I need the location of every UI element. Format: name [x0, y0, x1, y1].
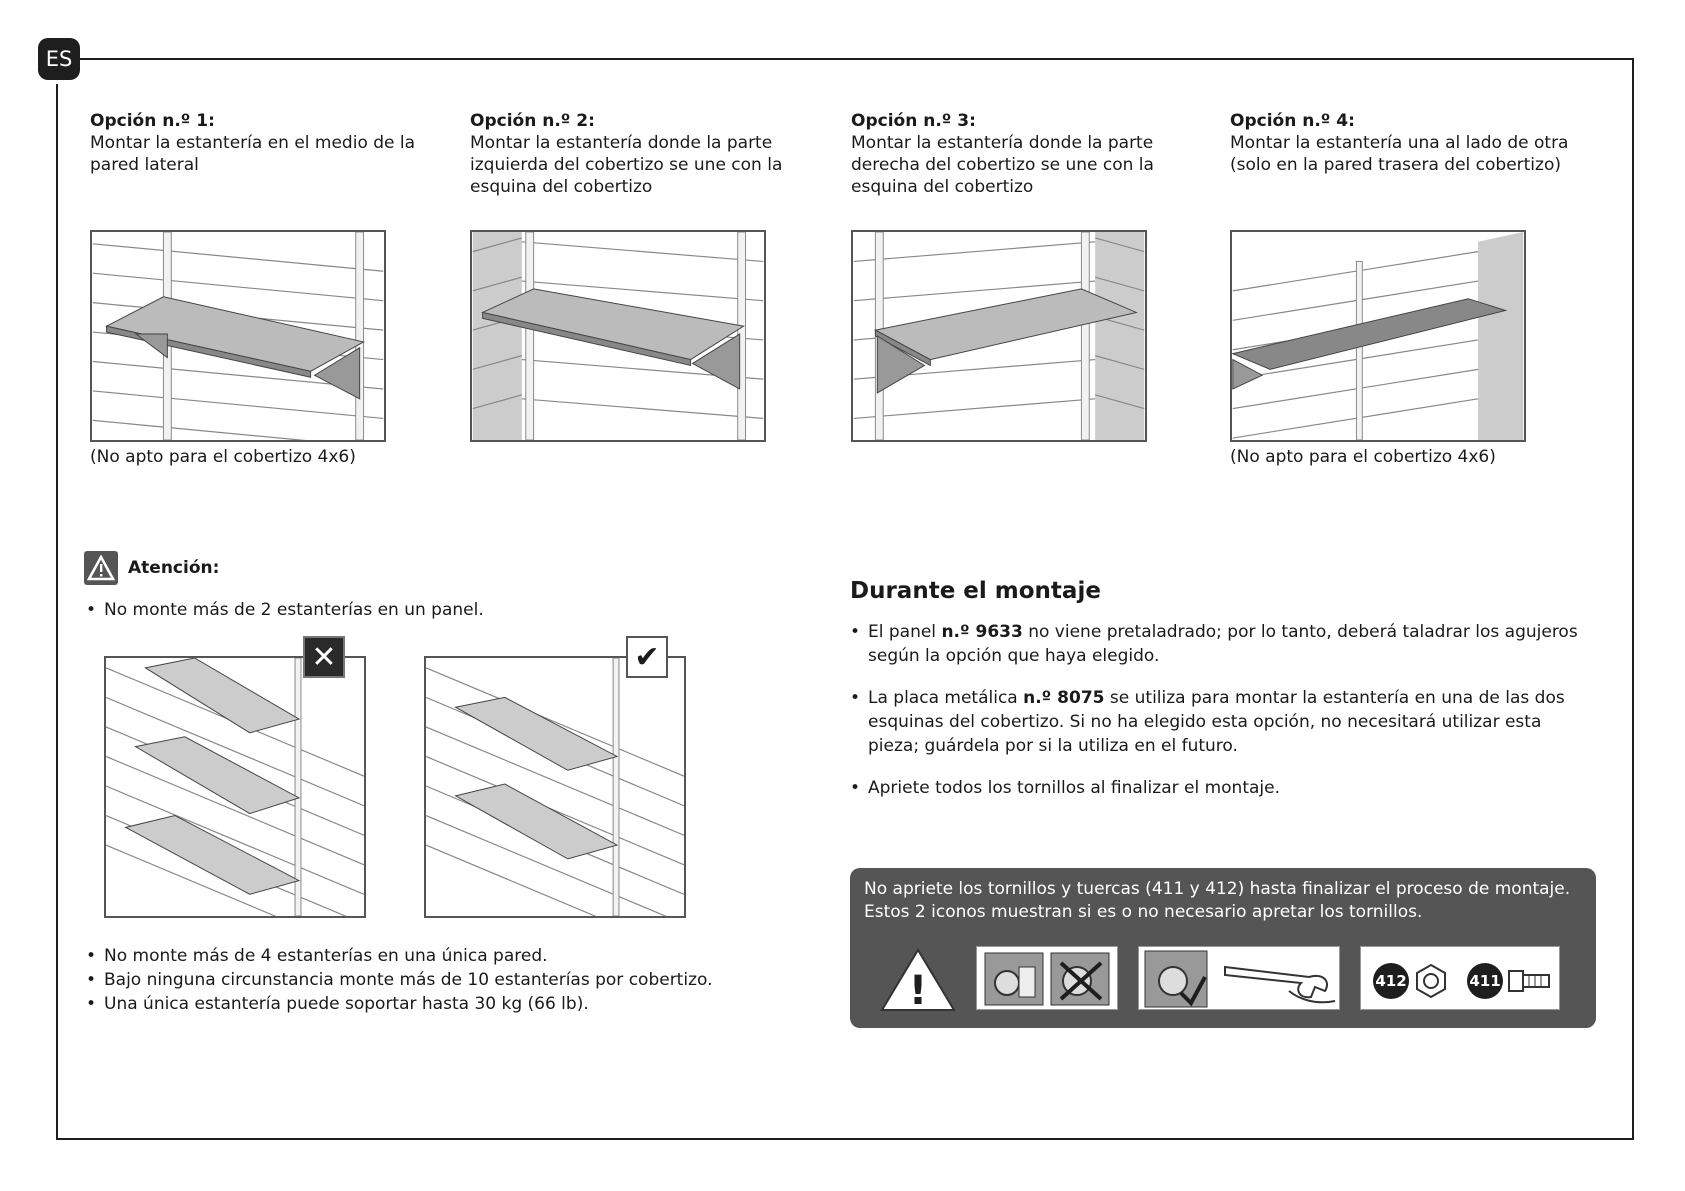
option-4-illustration [1230, 230, 1526, 442]
list-item: • Apriete todos los tornillos al finalizar el montaje. [848, 776, 1588, 800]
shelves-side-by-side-illustration [1232, 232, 1524, 440]
list-item: • Bajo ninguna circunstancia monte más de 10 estanterías por cobertizo. [84, 968, 713, 992]
part-412-badge: 412 [1373, 963, 1409, 999]
two-shelves-one-panel-illustration [426, 658, 684, 916]
wrong-mark-icon: ✕ [303, 636, 345, 678]
wrong-example-illustration [104, 656, 366, 918]
three-shelves-one-panel-illustration [106, 658, 364, 916]
shelf-left-corner-illustration [472, 232, 764, 440]
bolt-icon [1507, 961, 1551, 1001]
option-title: Opción n.º 3: [851, 111, 976, 131]
loose-fastener-icons [976, 946, 1118, 1010]
option-3 [851, 110, 1191, 198]
during-assembly-title: Durante el montaje [850, 578, 1101, 604]
during-assembly-list [848, 620, 1588, 818]
option-title: Opción n.º 4: [1230, 111, 1355, 131]
list-item: • El panel n.º 9633 no viene pretaladrado; por lo tanto, deberá taladrar los agujeros según la opción que haya elegido. [848, 620, 1588, 668]
warning-triangle-icon [84, 551, 118, 585]
option-caption: (No apto para el cobertizo 4x6) [90, 447, 356, 467]
list-item: • No monte más de 2 estanterías en un panel. [84, 598, 484, 622]
option-desc: Montar la estantería donde la parte derecha del cobertizo se une con la esquina del cobertizo [851, 133, 1154, 197]
shelf-wall-middle-illustration [92, 232, 384, 440]
correct-example-illustration [424, 656, 686, 918]
option-3-illustration [851, 230, 1147, 442]
nut-icon [1413, 963, 1449, 999]
option-title: Opción n.º 1: [90, 111, 215, 131]
note-icons [864, 944, 1584, 1010]
fastener-part-badges [1360, 946, 1560, 1010]
tightening-note-box [850, 868, 1596, 1028]
warning-triangle-icon [880, 948, 956, 1012]
option-1 [90, 110, 430, 467]
note-text: No apriete los tornillos y tuercas (411 y 412) hasta finalizar el proceso de montaje. Estos 2 iconos muestran si es o no necesario apretar los tornillos. [864, 879, 1571, 922]
part-411-badge: 411 [1467, 963, 1503, 999]
attention-bottom-list [84, 944, 713, 1016]
shelf-right-corner-illustration [853, 232, 1145, 440]
option-1-illustration [90, 230, 386, 442]
language-badge: ES [38, 38, 80, 80]
tighten-fastener-icons [1138, 946, 1340, 1010]
option-desc: Montar la estantería una al lado de otra (solo en la pared trasera del cobertizo) [1230, 133, 1569, 175]
correct-mark-icon: ✔ [626, 636, 668, 678]
option-2-illustration [470, 230, 766, 442]
option-title: Opción n.º 2: [470, 111, 595, 131]
attention-top-list [84, 598, 484, 622]
list-item: • Una única estantería puede soportar hasta 30 kg (66 lb). [84, 992, 713, 1016]
attention-heading [84, 551, 219, 585]
option-4 [1230, 110, 1570, 467]
attention-title: Atención: [128, 558, 220, 578]
svg-text:!: ! [908, 968, 928, 1012]
list-item: • La placa metálica n.º 8075 se utiliza para montar la estantería en una de las dos esquinas del cobertizo. Si no ha elegido esta opción, no necesitará utilizar esta pieza; guárdela por si la utiliza en el futuro. [848, 686, 1588, 758]
option-desc: Montar la estantería en el medio de la pared lateral [90, 133, 416, 175]
list-item: • No monte más de 4 estanterías en una única pared. [84, 944, 713, 968]
option-caption: (No apto para el cobertizo 4x6) [1230, 447, 1496, 467]
option-desc: Montar la estantería donde la parte izquierda del cobertizo se une con la esquina del cobertizo [470, 133, 783, 197]
option-2 [470, 110, 810, 198]
